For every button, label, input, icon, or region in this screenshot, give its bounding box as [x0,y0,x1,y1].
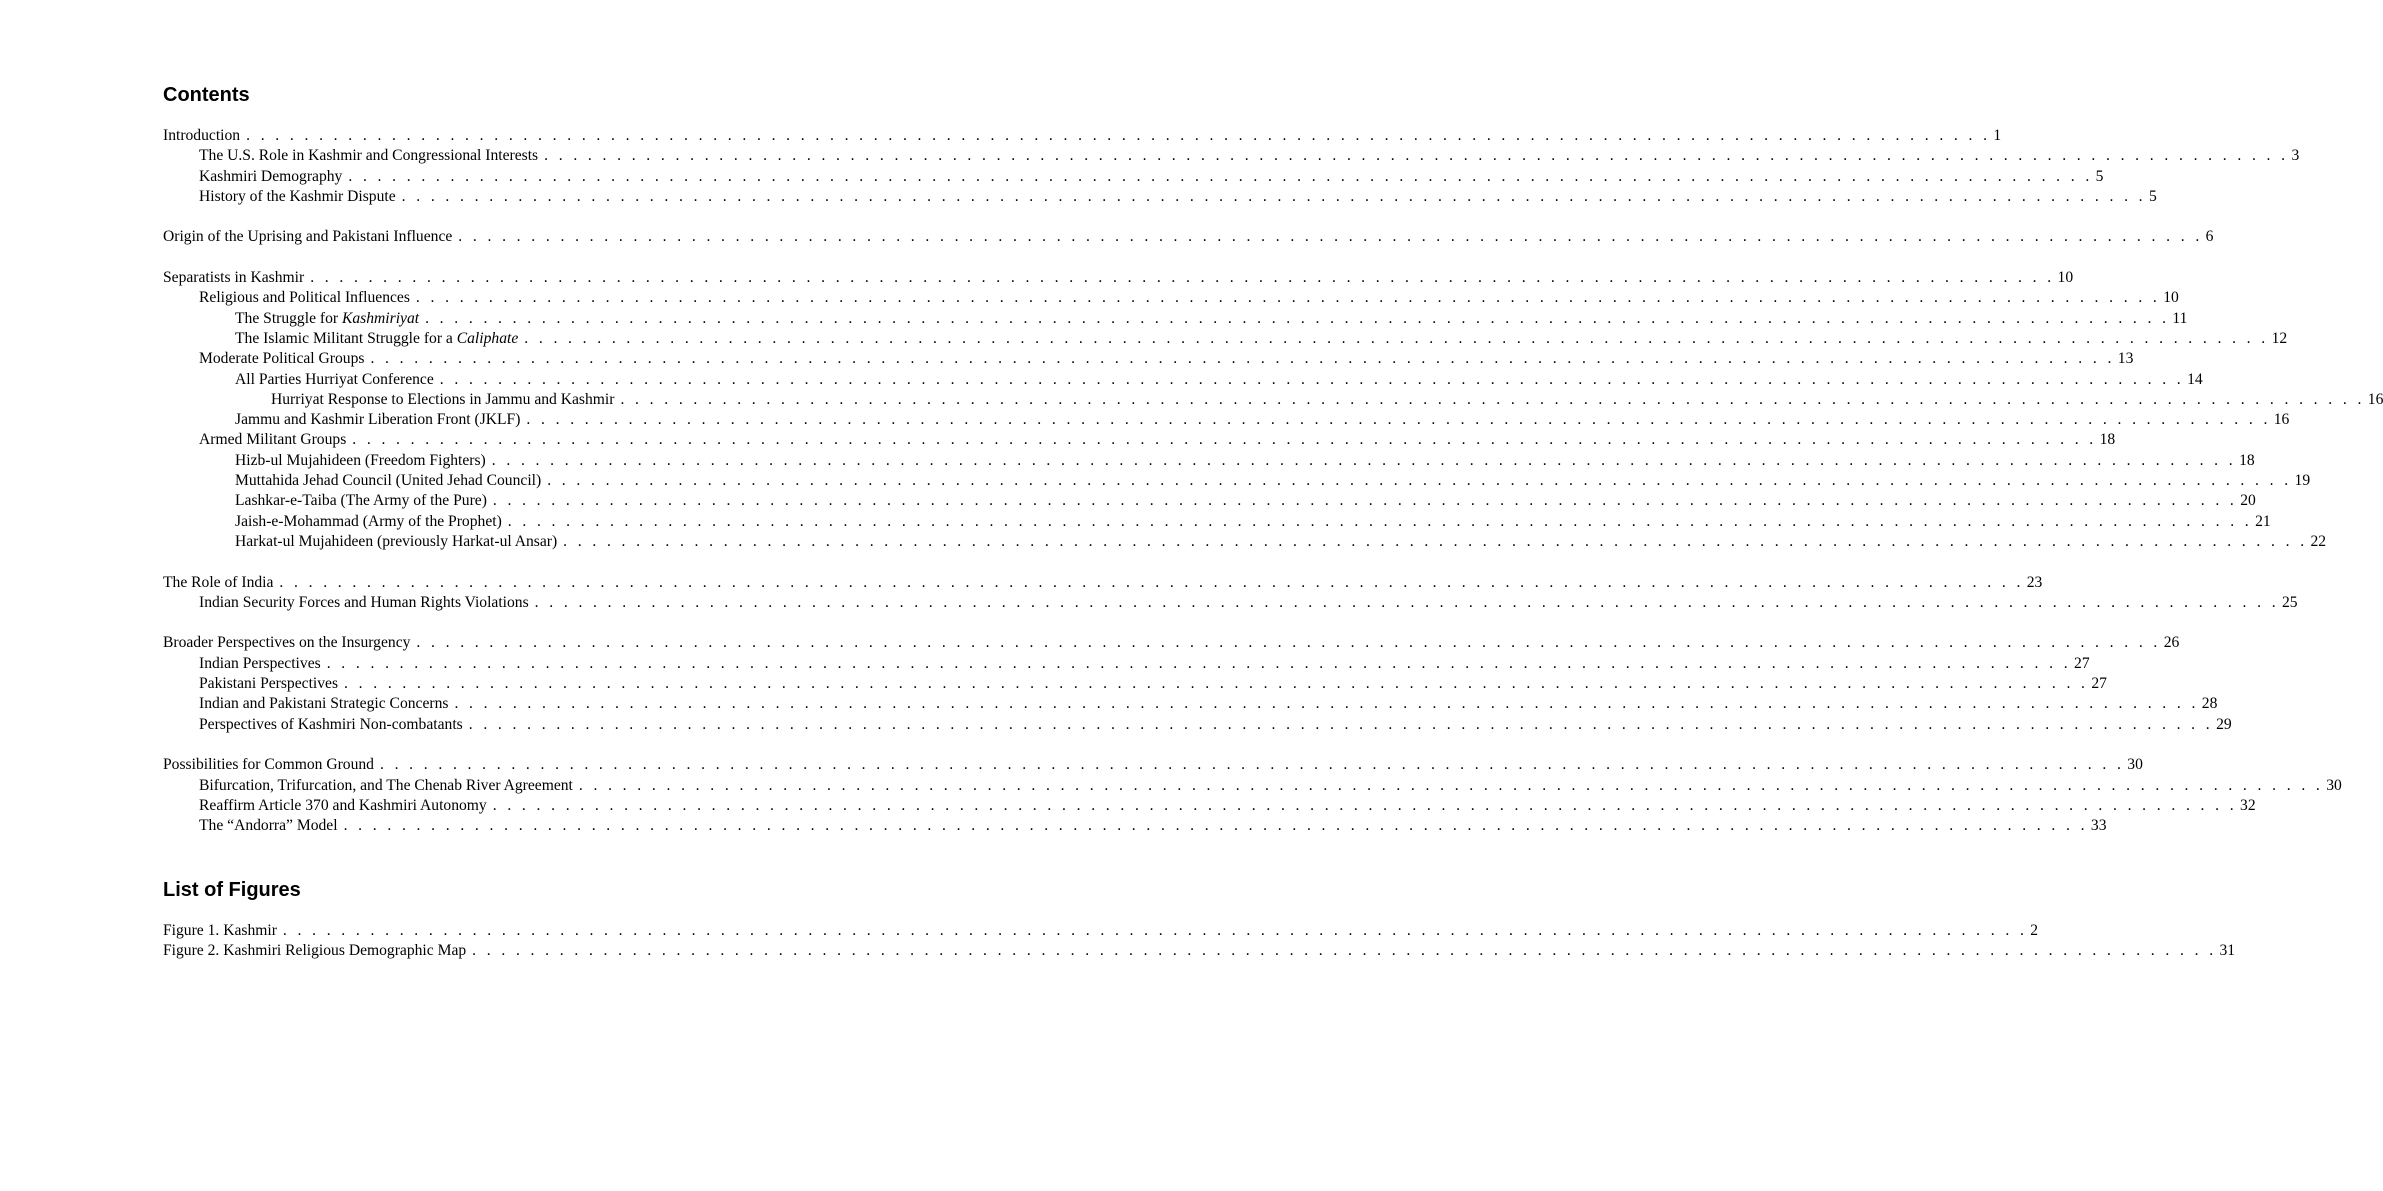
dot-leader: . . . . . . . . . . . . . . . . . . . . . . . . . . . . . . . . . . . . . . . . . . . . . . . . . . . . . . . . . . . . . . . . . . . . . . . . . . . . . . . . . . . . . . . . . . . . . . . . . . . . . . . . . . . . . . . . . . . . . . . . [454,695,2199,713]
entry-title: The “Andorra” Model [199,817,338,835]
toc-entry[interactable] [163,512,2271,532]
dot-leader: . . . . . . . . . . . . . . . . . . . . . . . . . . . . . . . . . . . . . . . . . . . . . . . . . . . . . . . . . . . . . . . . . . . . . . . . . . . . . . . . . . . . . . . . . . . . . . . . . . . . . . . . . . . . . . . . . . . . . . . . [468,715,2214,733]
entry-page-number: 14 [2187,370,2203,388]
dot-leader: . . . . . . . . . . . . . . . . . . . . . . . . . . . . . . . . . . . . . . . . . . . . . . . . . . . . . . . . . . . . . . . . . . . . . . . . . . . . . . . . . . . . . . . . . . . . . . . . . . . . . . . . . . . . . . . . . . . . . . . . [491,451,2237,469]
entry-title: Hurriyat Response to Elections in Jammu and Kashmir [271,390,615,408]
toc-entry[interactable] [163,187,2157,207]
entry-title-italic: Kashmiriyat [341,309,420,327]
toc-entry[interactable] [163,593,2298,613]
toc-entry[interactable] [163,816,2107,836]
entry-title: Harkat-ul Mujahideen (previously Harkat-ul Ansar) [235,532,558,550]
toc-entry[interactable] [163,126,2002,146]
entry-page-number: 1 [1993,127,2002,144]
entry-title: Jaish-e-Mohammad (Army of the Prophet) [235,512,502,530]
dot-leader: . . . . . . . . . . . . . . . . . . . . . . . . . . . . . . . . . . . . . . . . . . . . . . . . . . . . . . . . . . . . . . . . . . . . . . . . . . . . . . . . . . . . . . . . . . . . . . . . . . . . . . . . . . . . . . . . . . . . . . . . [282,922,2028,939]
toc-entry[interactable] [163,654,2090,674]
figures-list [163,921,2236,962]
toc-entry[interactable] [163,674,2107,694]
entry-page-number: 28 [2201,695,2218,713]
entry-title: The Islamic Militant Struggle for a Caliphate [235,329,519,347]
toc-entry[interactable] [163,755,2143,775]
dot-leader: . . . . . . . . . . . . . . . . . . . . . . . . . . . . . . . . . . . . . . . . . . . . . . . . . . . . . . . . . . . . . . . . . . . . . . . . . . . . . . . . . . . . . . . . . . . . . . . . . . . . . . . . . . . . . . . . . . . . . . . . [620,390,2365,408]
entry-title: Figure 1. Kashmir [163,922,277,939]
contents-list [163,126,2383,836]
toc-entry[interactable] [163,776,2342,796]
entry-page-number: 27 [2091,675,2107,693]
entry-page-number: 30 [2127,756,2143,774]
entry-page-number: 26 [2163,634,2180,652]
entry-page-number: 3 [2291,147,2300,165]
toc-entry[interactable] [163,167,2104,187]
entry-title: Kashmiri Demography [199,167,343,185]
entry-title: Moderate Political Groups [199,350,365,368]
entry-page-number: 5 [2095,167,2104,185]
toc-entry[interactable] [163,268,2074,288]
dot-leader: . . . . . . . . . . . . . . . . . . . . . . . . . . . . . . . . . . . . . . . . . . . . . . . . . . . . . . . . . . . . . . . . . . . . . . . . . . . . . . . . . . . . . . . . . . . . . . . . . . . . . . . . . . . . . . . . . . . . . . . . [439,370,2185,388]
entry-page-number: 10 [2163,289,2179,307]
dot-leader: . . . . . . . . . . . . . . . . . . . . . . . . . . . . . . . . . . . . . . . . . . . . . . . . . . . . . . . . . . . . . . . . . . . . . . . . . . . . . . . . . . . . . . . . . . . . . . . . . . . . . . . . . . . . . . . . . . . . . . . . [344,675,2089,693]
entry-title: Armed Militant Groups [199,431,347,449]
dot-leader: . . . . . . . . . . . . . . . . . . . . . . . . . . . . . . . . . . . . . . . . . . . . . . . . . . . . . . . . . . . . . . . . . . . . . . . . . . . . . . . . . . . . . . . . . . . . . . . . . . . . . . . . . . . . . . . . . . . . . . . . [458,228,2203,246]
toc-entry[interactable] [163,288,2179,308]
entry-title: Lashkar-e-Taiba (The Army of the Pure) [235,492,487,510]
entry-page-number: 5 [2148,187,2157,205]
list-of-figures-heading: List of Figures [163,879,301,901]
toc-entry[interactable] [163,532,2327,552]
entry-title: Pakistani Perspectives [199,675,339,693]
toc-entry[interactable] [163,573,2043,593]
entry-title: Figure 2. Kashmiri Religious Demographic Map [163,942,467,960]
entry-title: Possibilities for Common Ground [163,756,374,774]
entry-title: Bifurcation, Trifurcation, and The Chenab River Agreement [199,776,573,794]
figure-entry[interactable] [163,941,2236,961]
toc-entry[interactable] [163,796,2256,816]
toc-entry[interactable] [163,370,2203,390]
entry-page-number: 23 [2026,573,2043,591]
entry-page-number: 10 [2057,269,2074,287]
entry-title: All Parties Hurriyat Conference [235,370,434,388]
entry-page-number: 2 [2030,922,2039,939]
entry-page-number: 22 [2310,532,2327,550]
toc-entry[interactable] [163,451,2255,471]
entry-title-italic: Caliphate [456,329,519,347]
dot-leader: . . . . . . . . . . . . . . . . . . . . . . . . . . . . . . . . . . . . . . . . . . . . . . . . . . . . . . . . . . . . . . . . . . . . . . . . . . . . . . . . . . . . . . . . . . . . . . . . . . . . . . . . . . . . . . . . . . . . . . . . [279,573,2024,591]
toc-entry[interactable] [163,410,2290,430]
entry-page-number: 33 [2090,817,2107,835]
entry-page-number: 13 [2117,350,2134,368]
entry-title: Origin of the Uprising and Pakistani Influence [163,228,453,246]
entry-page-number: 20 [2240,492,2256,510]
entry-title: Introduction [163,127,241,144]
dot-leader: . . . . . . . . . . . . . . . . . . . . . . . . . . . . . . . . . . . . . . . . . . . . . . . . . . . . . . . . . . . . . . . . . . . . . . . . . . . . . . . . . . . . . . . . . . . . . . . . . . . . . . . . . . . . . . . . . . . . . . . . [578,776,2324,794]
entry-title: Indian Security Forces and Human Rights Violations [199,593,529,611]
toc-entry[interactable] [163,715,2232,735]
dot-leader: . . . . . . . . . . . . . . . . . . . . . . . . . . . . . . . . . . . . . . . . . . . . . . . . . . . . . . . . . . . . . . . . . . . . . . . . . . . . . . . . . . . . . . . . . . . . . . . . . . . . . . . . . . . . . . . . . . . . . . . . [492,492,2238,510]
entry-page-number: 19 [2294,472,2311,490]
dot-leader: . . . . . . . . . . . . . . . . . . . . . . . . . . . . . . . . . . . . . . . . . . . . . . . . . . . . . . . . . . . . . . . . . . . . . . . . . . . . . . . . . . . . . . . . . . . . . . . . . . . . . . . . . . . . . . . . . . . . . . . . [310,269,2055,287]
toc-entry[interactable] [163,471,2311,491]
entry-title: The Struggle for Kashmiriyat [235,309,420,327]
toc-entry[interactable] [163,430,2116,450]
toc-entry[interactable] [163,390,2383,410]
entry-page-number: 30 [2326,776,2342,794]
dot-leader: . . . . . . . . . . . . . . . . . . . . . . . . . . . . . . . . . . . . . . . . . . . . . . . . . . . . . . . . . . . . . . . . . . . . . . . . . . . . . . . . . . . . . . . . . . . . . . . . . . . . . . . . . . . . . . . . . . . . . . . . [379,756,2125,774]
dot-leader: . . . . . . . . . . . . . . . . . . . . . . . . . . . . . . . . . . . . . . . . . . . . . . . . . . . . . . . . . . . . . . . . . . . . . . . . . . . . . . . . . . . . . . . . . . . . . . . . . . . . . . . . . . . . . . . . . . . . . . . . [563,532,2308,550]
entry-title: Jammu and Kashmir Liberation Front (JKLF) [235,411,521,429]
dot-leader: . . . . . . . . . . . . . . . . . . . . . . . . . . . . . . . . . . . . . . . . . . . . . . . . . . . . . . . . . . . . . . . . . . . . . . . . . . . . . . . . . . . . . . . . . . . . . . . . . . . . . . . . . . . . . . . . . . . . . . . . [524,329,2269,347]
entry-title: The Role of India [163,573,274,591]
dot-leader: . . . . . . . . . . . . . . . . . . . . . . . . . . . . . . . . . . . . . . . . . . . . . . . . . . . . . . . . . . . . . . . . . . . . . . . . . . . . . . . . . . . . . . . . . . . . . . . . . . . . . . . . . . . . . . . . . . . . . . . . [492,796,2238,814]
contents-heading: Contents [163,84,250,106]
dot-leader: . . . . . . . . . . . . . . . . . . . . . . . . . . . . . . . . . . . . . . . . . . . . . . . . . . . . . . . . . . . . . . . . . . . . . . . . . . . . . . . . . . . . . . . . . . . . . . . . . . . . . . . . . . . . . . . . . . . . . . . . [343,817,2088,835]
toc-entry[interactable] [163,329,2288,349]
toc-entry[interactable] [163,633,2180,653]
entry-page-number: 31 [2219,942,2236,960]
entry-page-number: 29 [2216,715,2232,733]
dot-leader: . . . . . . . . . . . . . . . . . . . . . . . . . . . . . . . . . . . . . . . . . . . . . . . . . . . . . . . . . . . . . . . . . . . . . . . . . . . . . . . . . . . . . . . . . . . . . . . . . . . . . . . . . . . . . . . . . . . . . . . . [526,411,2271,429]
toc-entry[interactable] [163,694,2218,714]
entry-title: Reaffirm Article 370 and Kashmiri Autonomy [199,796,487,814]
entry-page-number: 18 [2239,451,2255,469]
entry-page-number: 6 [2205,228,2214,246]
figure-entry[interactable] [163,921,2039,941]
entry-page-number: 21 [2255,512,2271,530]
dot-leader: . . . . . . . . . . . . . . . . . . . . . . . . . . . . . . . . . . . . . . . . . . . . . . . . . . . . . . . . . . . . . . . . . . . . . . . . . . . . . . . . . . . . . . . . . . . . . . . . . . . . . . . . . . . . . . . . . . . . . . . . [401,187,2146,205]
toc-entry[interactable] [163,349,2134,369]
entry-page-number: 16 [2367,390,2383,408]
entry-title: Broader Perspectives on the Insurgency [163,634,411,652]
toc-entry[interactable] [163,309,2188,329]
entry-page-number: 32 [2240,796,2256,814]
dot-leader: . . . . . . . . . . . . . . . . . . . . . . . . . . . . . . . . . . . . . . . . . . . . . . . . . . . . . . . . . . . . . . . . . . . . . . . . . . . . . . . . . . . . . . . . . . . . . . . . . . . . . . . . . . . . . . . . . . . . . . . . [544,147,2289,165]
entry-page-number: 25 [2282,593,2298,611]
entry-title: Religious and Political Influences [199,289,410,307]
entry-page-number: 27 [2074,654,2090,672]
toc-entry[interactable] [163,491,2256,511]
dot-leader: . . . . . . . . . . . . . . . . . . . . . . . . . . . . . . . . . . . . . . . . . . . . . . . . . . . . . . . . . . . . . . . . . . . . . . . . . . . . . . . . . . . . . . . . . . . . . . . . . . . . . . . . . . . . . . . . . . . . . . . . [246,127,1991,144]
dot-leader: . . . . . . . . . . . . . . . . . . . . . . . . . . . . . . . . . . . . . . . . . . . . . . . . . . . . . . . . . . . . . . . . . . . . . . . . . . . . . . . . . . . . . . . . . . . . . . . . . . . . . . . . . . . . . . . . . . . . . . . . [416,634,2161,652]
dot-leader: . . . . . . . . . . . . . . . . . . . . . . . . . . . . . . . . . . . . . . . . . . . . . . . . . . . . . . . . . . . . . . . . . . . . . . . . . . . . . . . . . . . . . . . . . . . . . . . . . . . . . . . . . . . . . . . . . . . . . . . . [326,654,2072,672]
entry-page-number: 18 [2099,431,2116,449]
entry-title: History of the Kashmir Dispute [199,187,396,205]
dot-leader: . . . . . . . . . . . . . . . . . . . . . . . . . . . . . . . . . . . . . . . . . . . . . . . . . . . . . . . . . . . . . . . . . . . . . . . . . . . . . . . . . . . . . . . . . . . . . . . . . . . . . . . . . . . . . . . . . . . . . . . . [472,942,2217,960]
entry-title: Separatists in Kashmir [163,269,305,287]
entry-title: Perspectives of Kashmiri Non-combatants [199,715,463,733]
dot-leader: . . . . . . . . . . . . . . . . . . . . . . . . . . . . . . . . . . . . . . . . . . . . . . . . . . . . . . . . . . . . . . . . . . . . . . . . . . . . . . . . . . . . . . . . . . . . . . . . . . . . . . . . . . . . . . . . . . . . . . . . [348,167,2093,185]
entry-page-number: 12 [2271,329,2288,347]
entry-title: The U.S. Role in Kashmir and Congressional Interests [199,147,539,165]
entry-page-number: 11 [2172,309,2188,327]
dot-leader: . . . . . . . . . . . . . . . . . . . . . . . . . . . . . . . . . . . . . . . . . . . . . . . . . . . . . . . . . . . . . . . . . . . . . . . . . . . . . . . . . . . . . . . . . . . . . . . . . . . . . . . . . . . . . . . . . . . . . . . . [352,431,2097,449]
entry-page-number: 16 [2273,411,2290,429]
entry-title: Indian and Pakistani Strategic Concerns [199,695,449,713]
toc-entry[interactable] [163,227,2214,247]
dot-leader: . . . . . . . . . . . . . . . . . . . . . . . . . . . . . . . . . . . . . . . . . . . . . . . . . . . . . . . . . . . . . . . . . . . . . . . . . . . . . . . . . . . . . . . . . . . . . . . . . . . . . . . . . . . . . . . . . . . . . . . . [425,309,2170,327]
entry-title: Hizb-ul Mujahideen (Freedom Fighters) [235,451,486,469]
dot-leader: . . . . . . . . . . . . . . . . . . . . . . . . . . . . . . . . . . . . . . . . . . . . . . . . . . . . . . . . . . . . . . . . . . . . . . . . . . . . . . . . . . . . . . . . . . . . . . . . . . . . . . . . . . . . . . . . . . . . . . . . [415,289,2161,307]
entry-title: Muttahida Jehad Council (United Jehad Council) [235,472,542,490]
entry-title: Indian Perspectives [199,654,321,672]
dot-leader: . . . . . . . . . . . . . . . . . . . . . . . . . . . . . . . . . . . . . . . . . . . . . . . . . . . . . . . . . . . . . . . . . . . . . . . . . . . . . . . . . . . . . . . . . . . . . . . . . . . . . . . . . . . . . . . . . . . . . . . . [534,593,2279,611]
dot-leader: . . . . . . . . . . . . . . . . . . . . . . . . . . . . . . . . . . . . . . . . . . . . . . . . . . . . . . . . . . . . . . . . . . . . . . . . . . . . . . . . . . . . . . . . . . . . . . . . . . . . . . . . . . . . . . . . . . . . . . . . [370,350,2115,368]
toc-entry[interactable] [163,146,2300,166]
dot-leader: . . . . . . . . . . . . . . . . . . . . . . . . . . . . . . . . . . . . . . . . . . . . . . . . . . . . . . . . . . . . . . . . . . . . . . . . . . . . . . . . . . . . . . . . . . . . . . . . . . . . . . . . . . . . . . . . . . . . . . . . [547,472,2292,490]
dot-leader: . . . . . . . . . . . . . . . . . . . . . . . . . . . . . . . . . . . . . . . . . . . . . . . . . . . . . . . . . . . . . . . . . . . . . . . . . . . . . . . . . . . . . . . . . . . . . . . . . . . . . . . . . . . . . . . . . . . . . . . . [507,512,2253,530]
